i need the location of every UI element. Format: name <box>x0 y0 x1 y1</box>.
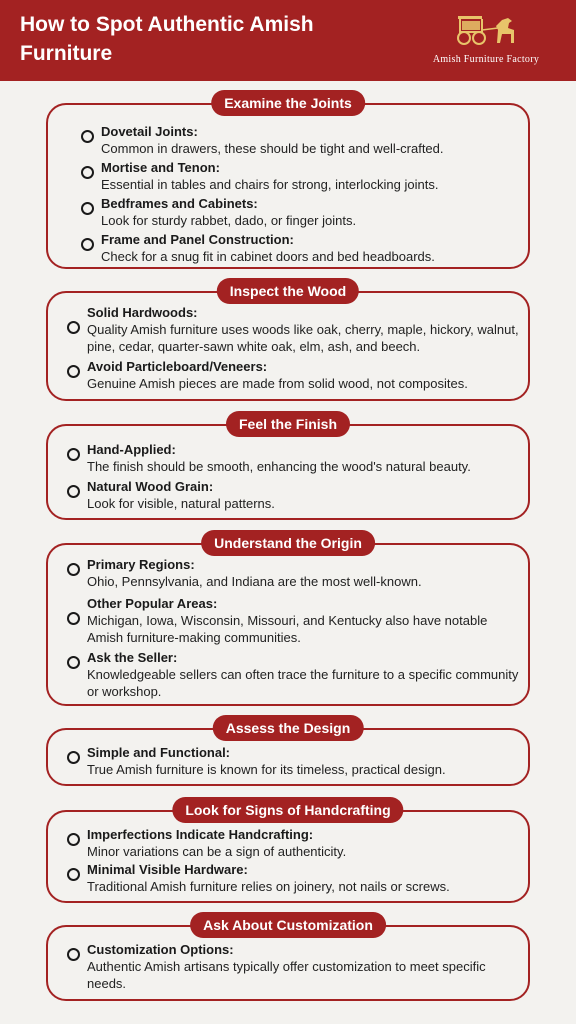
section-assess-design <box>46 720 530 786</box>
list-item <box>101 159 438 193</box>
circle-bullet-icon <box>67 751 80 764</box>
item-title: Avoid Particleboard/Veneers: <box>87 359 268 374</box>
item-desc: Genuine Amish pieces are made from solid wood, not composites. <box>87 376 468 391</box>
list-item <box>101 123 444 157</box>
item-desc: Essential in tables and chairs for strong, interlocking joints. <box>101 177 439 192</box>
item-title: Dovetail Joints: <box>101 124 198 139</box>
item-title: Ask the Seller: <box>87 650 178 665</box>
circle-bullet-icon <box>67 948 80 961</box>
header-banner <box>0 0 576 81</box>
circle-bullet-icon <box>67 485 80 498</box>
brand-logo <box>416 12 556 72</box>
item-desc: Minor variations can be a sign of authenticity. <box>87 844 347 859</box>
circle-bullet-icon <box>67 448 80 461</box>
item-desc: Authentic Amish artisans typically offer customization to meet specific needs. <box>87 959 486 991</box>
section-heading: Look for Signs of Handcrafting <box>172 797 403 823</box>
item-desc: The finish should be smooth, enhancing the wood's natural beauty. <box>87 459 471 474</box>
item-desc: Look for sturdy rabbet, dado, or finger joints. <box>101 213 357 228</box>
list-item <box>87 304 524 355</box>
item-title: Mortise and Tenon: <box>101 160 220 175</box>
circle-bullet-icon <box>67 365 80 378</box>
page-title: How to Spot Authentic Amish Furniture <box>20 13 314 65</box>
item-desc: Michigan, Iowa, Wisconsin, Missouri, and Kentucky also have notable Amish furniture-making communities. <box>87 613 488 645</box>
item-desc: Common in drawers, these should be tight and well-crafted. <box>101 141 444 156</box>
list-item <box>87 941 517 992</box>
list-item <box>87 744 524 778</box>
list-item <box>87 826 524 860</box>
circle-bullet-icon <box>67 321 80 334</box>
item-desc: True Amish furniture is known for its timeless, practical design. <box>87 762 446 777</box>
circle-bullet-icon <box>67 612 80 625</box>
list-item <box>87 441 524 475</box>
section-examine-joints <box>46 95 530 269</box>
item-title: Primary Regions: <box>87 557 195 572</box>
list-item <box>87 478 524 512</box>
circle-bullet-icon <box>67 656 80 669</box>
item-title: Hand-Applied: <box>87 442 176 457</box>
section-heading: Ask About Customization <box>190 912 386 938</box>
circle-bullet-icon <box>67 868 80 881</box>
item-title: Minimal Visible Hardware: <box>87 862 248 877</box>
item-title: Customization Options: <box>87 942 234 957</box>
circle-bullet-icon <box>81 166 94 179</box>
item-title: Natural Wood Grain: <box>87 479 214 494</box>
circle-bullet-icon <box>67 563 80 576</box>
list-item <box>87 358 524 392</box>
item-title: Bedframes and Cabinets: <box>101 196 258 211</box>
item-desc: Traditional Amish furniture relies on joinery, not nails or screws. <box>87 879 450 894</box>
section-heading: Assess the Design <box>213 715 364 741</box>
list-item <box>87 861 524 895</box>
item-desc: Look for visible, natural patterns. <box>87 496 275 511</box>
logo-text: Amish Furniture Factory <box>432 54 540 65</box>
list-item <box>87 556 524 590</box>
circle-bullet-icon <box>81 130 94 143</box>
list-item <box>87 649 524 700</box>
circle-bullet-icon <box>67 833 80 846</box>
section-handcrafting <box>46 802 530 903</box>
buggy-icon <box>452 12 522 46</box>
circle-bullet-icon <box>81 238 94 251</box>
section-customization <box>46 917 530 1001</box>
item-title: Other Popular Areas: <box>87 596 218 611</box>
list-item <box>87 595 524 646</box>
section-heading: Inspect the Wood <box>217 278 359 304</box>
section-understand-origin <box>46 535 530 706</box>
item-desc: Quality Amish furniture uses woods like oak, cherry, maple, hickory, walnut, pine, cedar, quarter-sawn white oak, elm, ash, and beech. <box>87 322 519 354</box>
section-feel-finish <box>46 416 530 520</box>
section-heading: Feel the Finish <box>226 411 350 437</box>
section-inspect-wood <box>46 283 530 401</box>
item-desc: Knowledgeable sellers can often trace the furniture to a specific community or workshop. <box>87 667 519 699</box>
list-item <box>101 195 356 229</box>
item-title: Imperfections Indicate Handcrafting: <box>87 827 314 842</box>
list-item <box>101 231 435 265</box>
circle-bullet-icon <box>81 202 94 215</box>
item-title: Frame and Panel Construction: <box>101 232 294 247</box>
item-desc: Check for a snug fit in cabinet doors and bed headboards. <box>101 249 435 264</box>
item-title: Simple and Functional: <box>87 745 231 760</box>
section-heading: Understand the Origin <box>201 530 375 556</box>
item-title: Solid Hardwoods: <box>87 305 198 320</box>
section-heading: Examine the Joints <box>211 90 365 116</box>
item-desc: Ohio, Pennsylvania, and Indiana are the most well-known. <box>87 574 422 589</box>
